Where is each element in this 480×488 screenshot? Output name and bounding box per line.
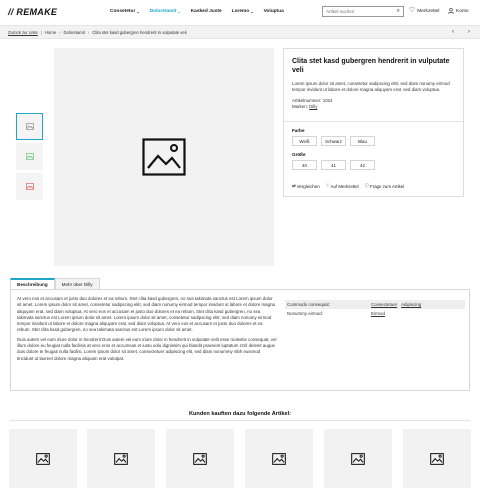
nav-item-consetetur[interactable]: Consetetur ⌄: [110, 9, 140, 14]
compare-button[interactable]: ⇄ Vergleichen: [292, 183, 320, 189]
property-value-link[interactable]: Consectetuer: [371, 302, 398, 307]
nav-item-loremo[interactable]: Loremo ⌄: [231, 9, 254, 14]
compare-icon: ⇄: [292, 183, 296, 188]
image-placeholder-icon: [430, 453, 444, 465]
recommendations-title: Kunden kauften dazu folgende Artikel:: [188, 411, 292, 417]
logo[interactable]: // REMAKE: [8, 7, 58, 17]
divider: [10, 420, 470, 421]
question-icon: ⓘ: [364, 183, 370, 188]
image-placeholder-icon: [193, 453, 207, 465]
size-option-42[interactable]: 42: [350, 160, 375, 170]
chevron-down-icon: ⌄: [250, 9, 254, 14]
main-product-image[interactable]: [54, 48, 274, 266]
color-option-blue[interactable]: Blau: [350, 136, 375, 146]
product-description: At vero eos et accusam et justo duo dolores et ea rebum. Stet clita kasd gubergren, no sea takimata sanctus est Lorem ipsum dolor sit amet. Lorem ipsum dolor sit amet, consetetur sadipscing elitr, sed diam nonumy eirmod tempor invidunt ut labore et dolore magna aliquyam erat, sed diam voluptua. At vero eos et accusam et justo duo dolores et ea rebum. Stet clita kasd gubergren, no sea takimata sanctus est Lorem ipsum dolor sit amet. Lorem ipsum dolor sit amet, consetetur sadipscing elitr, sed diam nonumy eirmod tempor invidunt ut labore et dolore magna aliquyam erat, sed diam voluptua. At vero eos et accusam et justo duo dolores et ea rebum. Stet clita kasd gubergren, no sea takimata sanctus est Lorem ipsum dolor sit amet. Duis autem vel eum iriure dolor in hendrerit Duis autem vel eum iriure dolor in hendrerit in vulputate velit esse molestie consequat, vel illum dolore eu feugiat nulla facilisis at vero eros et accumsan et iusto odio dignissim qui blandit praesent luptatum zzril delenit augue duis dolore te feugait nulla facilisi. Lorem ipsum dolor sit amet, consectetuer adipiscing elit, sed diam nonummy nibh euismod tincidunt ut laoreet dolore magna aliquam erat volutpat.: [17, 296, 277, 361]
color-label: Farbe: [292, 128, 305, 133]
nav-item-voluptua[interactable]: Voluptua: [263, 9, 284, 14]
product-short-description: Lorem ipsum dolor sit amet, consetetur sadipscing elitr, sed diam nonumy eirmod tempor invidunt ut labore et dolore magna aliquyam erat, sed diam voluptua.: [292, 81, 450, 93]
thumbnail-3[interactable]: [16, 173, 43, 200]
size-option-40[interactable]: 40: [292, 160, 317, 170]
thumbnail-2[interactable]: [16, 143, 43, 170]
image-icon: [26, 153, 34, 160]
breadcrumb-home[interactable]: Home: [44, 30, 57, 35]
property-row: Nonummy eirmod: Eirmod: [287, 311, 385, 316]
product-title: Clita stet kasd gubergren hendrerit in vulputate veli: [292, 58, 450, 74]
product-properties: [285, 300, 465, 318]
heart-icon: ♡: [325, 183, 330, 188]
tab-more-about-brand[interactable]: Mehr über Dilly: [55, 278, 100, 289]
recommended-product[interactable]: [245, 429, 313, 488]
image-placeholder-icon: [36, 453, 50, 465]
thumbnail-1[interactable]: [16, 113, 43, 140]
article-number: 1024: [322, 97, 333, 103]
product-actions: [292, 183, 404, 189]
chevron-down-icon: ⌄: [177, 9, 181, 14]
size-label: Größe: [292, 152, 306, 157]
tab-panel-description: [10, 289, 470, 391]
image-icon: [26, 183, 34, 190]
color-option-white[interactable]: Weiß: [292, 136, 317, 146]
recommended-product[interactable]: [324, 429, 392, 488]
image-placeholder-icon: [142, 138, 186, 176]
recommended-product[interactable]: [87, 429, 155, 488]
recommended-product[interactable]: [166, 429, 234, 488]
heart-icon: ♡: [409, 7, 416, 14]
size-option-41[interactable]: 41: [321, 160, 346, 170]
product-pager: [452, 29, 470, 35]
property-row: Commodo consequat: Consectetuer Adipiscing: [285, 300, 465, 309]
product-info-panel: [283, 48, 464, 197]
color-options: [292, 136, 375, 146]
image-placeholder-icon: [272, 453, 286, 465]
search-box: [322, 6, 404, 17]
chevron-down-icon: ⌄: [136, 9, 140, 14]
user-icon: [448, 8, 454, 14]
divider: [284, 121, 463, 122]
tab-description[interactable]: Beschreibung: [10, 278, 55, 289]
add-to-wishlist-button[interactable]: ♡ Auf Merkzettel: [325, 183, 359, 189]
property-value-link[interactable]: Adipiscing: [401, 302, 422, 307]
ask-question-button[interactable]: ⓘ Frage zum Artikel: [364, 183, 405, 189]
size-options: [292, 160, 375, 170]
wishlist-link[interactable]: ♡ Merkzettel: [409, 7, 440, 14]
product-meta: Artikelnummer: 1024 Marken: Dilly: [292, 97, 333, 110]
header: [0, 0, 480, 24]
recommended-product[interactable]: [403, 429, 471, 488]
detail-tabs: [10, 278, 100, 289]
brand-link[interactable]: Dilly: [309, 104, 318, 110]
nav-item-kasked-juste[interactable]: Kasked Juste: [190, 9, 222, 14]
color-option-black[interactable]: Schwarz: [321, 136, 346, 146]
main-nav: [110, 9, 284, 14]
breadcrumb-bar: [0, 25, 480, 39]
search-input[interactable]: [323, 7, 393, 16]
recommended-product[interactable]: [9, 429, 77, 488]
breadcrumb-category[interactable]: Doloretamit: [63, 30, 85, 35]
breadcrumb-current: Clita stet kasd gubergren hendrerit in vulputate veli: [92, 30, 187, 35]
account-link[interactable]: Konto: [448, 8, 469, 14]
back-to-list-link[interactable]: Zurück zur Liste: [8, 30, 38, 35]
search-icon[interactable]: ⌕: [396, 8, 400, 14]
breadcrumb: Zurück zur Liste | Home › Doloretamit › Clita stet kasd gubergren hendrerit in vulputate veli: [8, 30, 187, 35]
property-value-link[interactable]: Eirmod: [371, 311, 385, 316]
prev-product-icon[interactable]: ‹: [452, 29, 454, 35]
next-product-icon[interactable]: ›: [468, 29, 470, 35]
image-placeholder-icon: [351, 453, 365, 465]
image-icon: [26, 123, 34, 130]
nav-item-doloretamit[interactable]: Doloretamit ⌄: [149, 9, 181, 14]
image-placeholder-icon: [114, 453, 128, 465]
